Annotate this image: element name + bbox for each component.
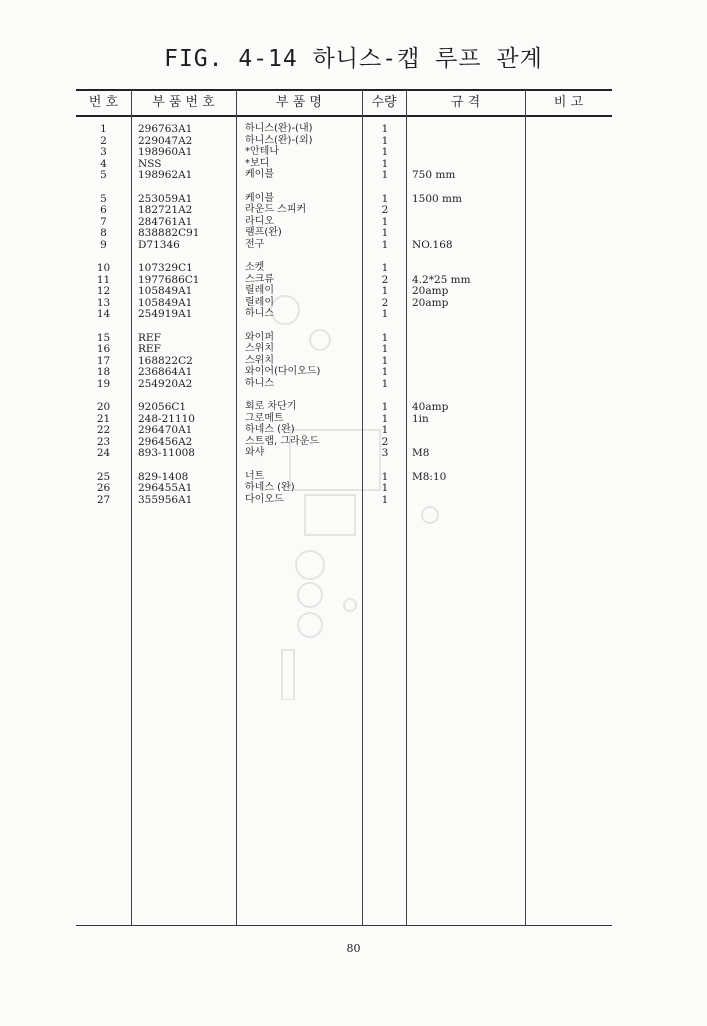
part-number: 296470A1: [138, 424, 193, 437]
table-row: [76, 193, 612, 205]
part-name: 전구: [245, 238, 265, 250]
table-row: [76, 355, 612, 367]
part-number: D71346: [138, 238, 180, 251]
row-number: 19: [96, 377, 111, 390]
table-row: [76, 239, 612, 251]
part-number: 254920A2: [138, 377, 193, 390]
quantity: 1: [381, 146, 389, 159]
row-number: 3: [100, 146, 107, 159]
part-number: 355956A1: [138, 493, 193, 506]
part-number: 1977686C1: [138, 273, 200, 286]
specification: 40amp: [412, 401, 449, 413]
part-name: 하니스: [245, 377, 274, 389]
part-number: 296455A1: [138, 482, 193, 495]
row-number: 22: [96, 424, 111, 437]
quantity: 1: [381, 192, 389, 205]
table-row: [76, 262, 612, 274]
quantity: 1: [381, 343, 389, 356]
specification: 20amp: [412, 296, 449, 309]
part-name: 회로 차단기: [245, 401, 297, 412]
part-name: 소켓: [245, 262, 265, 273]
part-number: 107329C1: [138, 262, 193, 274]
quantity: 1: [381, 123, 389, 135]
header-no: 번 호: [88, 95, 119, 110]
part-name: 램프(완): [245, 227, 282, 239]
part-name: 스크류: [245, 273, 274, 285]
row-number: 24: [96, 447, 111, 460]
table-row: [76, 343, 612, 355]
part-name: 그로메트: [245, 412, 284, 424]
part-name: 스트랩, 그라운드: [245, 435, 319, 447]
part-number: 105849A1: [138, 296, 193, 309]
table-row: [76, 471, 612, 483]
header-part-name: 부 품 명: [276, 95, 322, 110]
quantity: 2: [381, 435, 389, 448]
part-number: 105849A1: [138, 285, 193, 298]
table-row: [76, 447, 612, 459]
part-name: 릴레이: [245, 296, 274, 308]
quantity: 1: [381, 470, 389, 483]
table-row: [76, 274, 612, 286]
part-number: 284761A1: [138, 215, 193, 228]
table-row: [76, 308, 612, 320]
part-number: 182721A2: [138, 204, 193, 217]
page-title: FIG. 4-14 하니스-캡 루프 관계: [164, 46, 543, 72]
quantity: 1: [381, 157, 389, 170]
row-number: 14: [96, 308, 111, 321]
part-name: 와이어(다이오드): [245, 366, 321, 378]
row-number: 20: [96, 401, 111, 413]
quantity: 1: [381, 227, 389, 240]
table-row: [76, 332, 612, 344]
header-spec: 규 격: [450, 95, 481, 110]
part-name: 릴레이: [245, 285, 274, 297]
quantity: 3: [381, 447, 389, 460]
part-name: 라디오: [245, 215, 274, 227]
part-number: 92056C1: [138, 401, 187, 413]
table-row: [76, 135, 612, 147]
table-row: [76, 146, 612, 158]
specification: M8:10: [412, 470, 447, 483]
part-name: 라운드 스피커: [245, 204, 307, 216]
quantity: 1: [381, 377, 389, 390]
row-number: 1: [100, 123, 107, 135]
table-row: [76, 169, 612, 181]
quantity: 1: [381, 401, 389, 413]
part-number: 198960A1: [138, 146, 193, 159]
table-row: [76, 424, 612, 436]
quantity: 1: [381, 238, 389, 251]
part-number: 296763A1: [138, 123, 193, 135]
row-number: 7: [100, 215, 107, 228]
row-number: 8: [100, 227, 107, 240]
specification: 750 mm: [412, 169, 456, 182]
part-name: 와샤: [245, 447, 265, 459]
row-number: 9: [100, 238, 107, 251]
row-number: 27: [96, 493, 111, 506]
table-top-rule: [76, 89, 612, 91]
table-row: [76, 227, 612, 239]
row-number: 12: [96, 285, 111, 298]
part-number: REF: [138, 331, 161, 344]
part-name: 케이블: [245, 169, 274, 181]
row-number: 25: [96, 470, 111, 483]
table-header-rule: [76, 115, 612, 117]
part-number: 893-11008: [138, 447, 195, 460]
table-row: [76, 204, 612, 216]
part-name: 하니스(완)-(내): [245, 123, 313, 134]
part-number: 198962A1: [138, 169, 193, 182]
part-number: 253059A1: [138, 192, 193, 205]
quantity: 1: [381, 493, 389, 506]
part-number: 829-1408: [138, 470, 189, 483]
quantity: 1: [381, 482, 389, 495]
part-name: *보디: [245, 157, 270, 169]
quantity: 1: [381, 262, 389, 274]
row-number: 21: [96, 412, 111, 425]
row-number: 23: [96, 435, 111, 448]
specification: 20amp: [412, 285, 449, 298]
part-name: *안테나: [245, 146, 279, 158]
specification: 1in: [412, 412, 429, 425]
header-qty: 수량: [371, 95, 397, 110]
table-row: [76, 413, 612, 425]
row-number: 4: [100, 157, 107, 170]
quantity: 1: [381, 169, 389, 182]
table-row: [76, 482, 612, 494]
table-row: [76, 123, 612, 135]
row-number: 5: [100, 192, 107, 205]
part-name: 다이오드: [245, 493, 284, 505]
row-number: 11: [96, 273, 111, 286]
quantity: 1: [381, 354, 389, 367]
part-number: 229047A2: [138, 134, 193, 147]
row-number: 10: [96, 262, 111, 274]
part-number: NSS: [138, 157, 162, 170]
row-number: 16: [96, 343, 111, 356]
quantity: 1: [381, 424, 389, 437]
row-number: 2: [100, 134, 107, 147]
row-number: 15: [96, 331, 111, 344]
row-number: 13: [96, 296, 111, 309]
quantity: 1: [381, 331, 389, 344]
quantity: 1: [381, 285, 389, 298]
table-row: [76, 285, 612, 297]
part-number: 296456A2: [138, 435, 193, 448]
page-number: 80: [346, 942, 361, 955]
part-name: 하네스 (완): [245, 482, 295, 494]
quantity: 2: [381, 296, 389, 309]
table-row: [76, 216, 612, 228]
header-remark: 비 고: [553, 95, 584, 110]
row-number: 18: [96, 366, 111, 379]
table-row: [76, 494, 612, 506]
part-number: 168822C2: [138, 354, 193, 367]
table-bottom-rule: [76, 925, 612, 926]
row-number: 17: [96, 354, 111, 367]
part-name: 하네스 (완): [245, 424, 295, 436]
quantity: 1: [381, 215, 389, 228]
quantity: 1: [381, 134, 389, 147]
table-row: [76, 366, 612, 378]
row-number: 6: [100, 204, 107, 217]
quantity: 2: [381, 273, 389, 286]
part-name: 와이퍼: [245, 331, 274, 343]
header-part-no: 부 품 번 호: [152, 95, 215, 110]
row-number: 26: [96, 482, 111, 495]
row-number: 5: [100, 169, 107, 182]
table-row: [76, 401, 612, 413]
table-row: [76, 436, 612, 448]
table-row: [76, 158, 612, 170]
part-name: 스위치: [245, 343, 274, 355]
part-name: 스위치: [245, 354, 274, 366]
part-name: 너트: [245, 470, 265, 482]
quantity: 1: [381, 308, 389, 321]
quantity: 2: [381, 204, 389, 217]
table-row: [76, 378, 612, 390]
specification: 1500 mm: [412, 192, 462, 205]
part-name: 케이블: [245, 192, 274, 204]
part-number: 254919A1: [138, 308, 193, 321]
specification: 4.2*25 mm: [412, 273, 471, 286]
quantity: 1: [381, 412, 389, 425]
part-number: REF: [138, 343, 161, 356]
part-name: 하니스: [245, 308, 274, 320]
specification: M8: [412, 447, 430, 460]
part-name: 하니스(완)-(외): [245, 134, 313, 146]
part-number: 248-21110: [138, 412, 195, 425]
specification: NO.168: [412, 238, 453, 251]
table-row: [76, 297, 612, 309]
part-number: 838882C91: [138, 227, 200, 240]
part-number: 236864A1: [138, 366, 193, 379]
quantity: 1: [381, 366, 389, 379]
